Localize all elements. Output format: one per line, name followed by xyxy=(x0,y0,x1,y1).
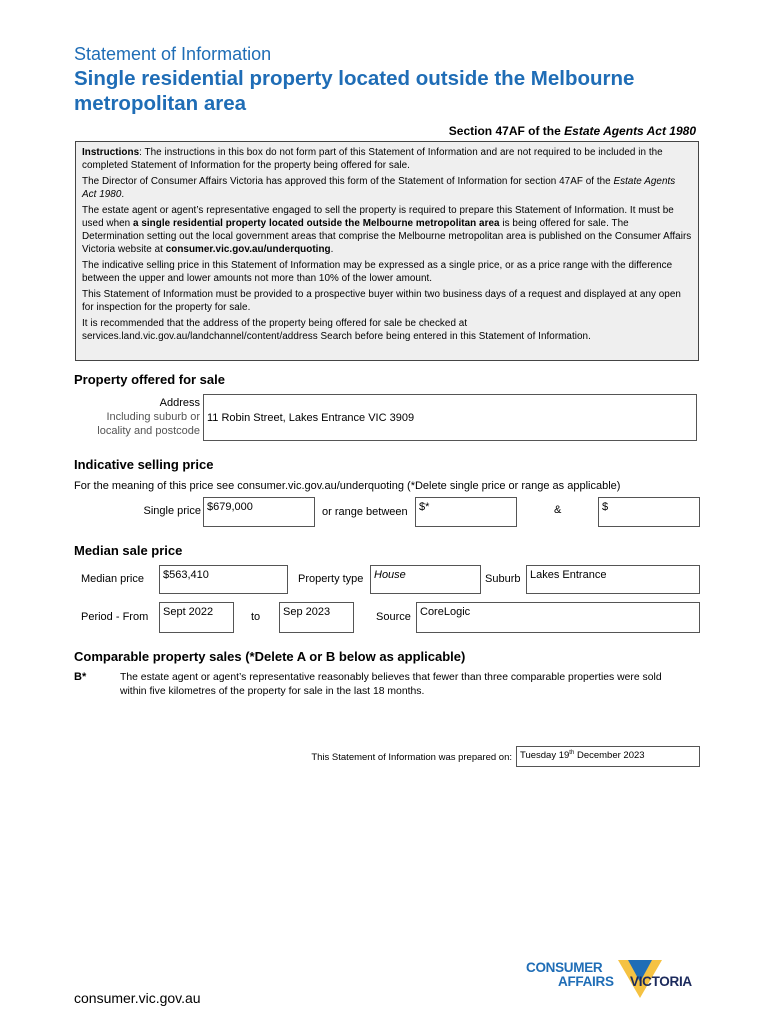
page-title: Single residential property located outside the Melbourne metropolitan area xyxy=(74,67,635,115)
instructions-p3-text2: is being offered for sale. The Determination setting out the local government areas that comprise the Melbourne metropolitan area is published on the Consumer Affairs Victoria website at xyxy=(82,218,692,256)
range-high-field[interactable]: $ xyxy=(598,497,700,527)
instructions-p3 xyxy=(82,204,692,257)
selling-price-heading: Indicative selling price xyxy=(74,457,214,472)
prepared-date-field[interactable] xyxy=(516,746,700,767)
selling-price-note: For the meaning of this price see consumer.vic.gov.au/underquoting (*Delete single price or range as applicable) xyxy=(74,480,621,492)
consumer-affairs-victoria-logo xyxy=(524,958,704,1004)
instructions-p3-text: The estate agent or agent’s representative engaged to sell the property is required to prepare this Statement of Information. It must be used when xyxy=(82,204,674,230)
underquoting-link[interactable]: consumer.vic.gov.au/underquoting xyxy=(165,244,331,256)
section-prefix: Section 47AF of the xyxy=(448,124,565,138)
prepared-date-prefix: Tuesday 19 xyxy=(520,750,570,762)
address-label-line2: Including suburb or xyxy=(106,411,200,423)
range-and-label: & xyxy=(554,504,562,516)
property-type-label: Property type xyxy=(298,573,364,585)
section-reference xyxy=(449,124,696,138)
period-to-field[interactable]: Sep 2023 xyxy=(279,602,354,633)
instructions-p2 xyxy=(82,175,692,201)
suburb-label: Suburb xyxy=(485,573,521,585)
instructions-p4: The indicative selling price in this Statement of Information may be expressed as a single price, or as a price range with the difference between the upper and lower amounts not more than 10% of the lower amount. xyxy=(82,260,673,285)
footer-url[interactable]: consumer.vic.gov.au xyxy=(74,990,201,1006)
address-label-line3: locality and postcode xyxy=(97,425,200,437)
instructions-box xyxy=(75,141,699,361)
instructions-p6: It is recommended that the address of the property being offered for sale be checked at services.land.vic.gov.au/landchannel/content/address Search before being entered in this Statement of Information. xyxy=(82,317,591,343)
instructions-p2-act: Estate Agents Act 1980 xyxy=(82,175,676,201)
logo-text-consumer: CONSUMER xyxy=(526,960,603,975)
prepared-date-sup: th xyxy=(569,750,575,756)
instructions-p3-end: . xyxy=(330,244,334,256)
form-eyebrow: Statement of Information xyxy=(74,44,272,64)
comparable-option-label: B* xyxy=(74,671,87,683)
range-label: or range between xyxy=(322,506,408,518)
range-low-field[interactable]: $* xyxy=(415,497,517,527)
instructions-p3-bold: a single residential property located outside the Melbourne metropolitan area xyxy=(133,218,500,230)
instructions-p2-end: . xyxy=(121,189,125,201)
comparable-heading: Comparable property sales (*Delete A or B below as applicable) xyxy=(74,649,466,664)
address-field[interactable]: 11 Robin Street, Lakes Entrance VIC 3909 xyxy=(203,394,697,441)
source-label: Source xyxy=(376,611,411,623)
instructions-p1 xyxy=(82,146,692,172)
source-field[interactable]: CoreLogic xyxy=(416,602,700,633)
period-from-label: Period - From xyxy=(81,611,149,623)
median-price-field[interactable]: $563,410 xyxy=(159,565,288,594)
median-heading: Median sale price xyxy=(74,543,183,558)
property-type-field[interactable]: House xyxy=(370,565,481,594)
suburb-field[interactable]: Lakes Entrance xyxy=(526,565,700,594)
instructions-p5: This Statement of Information must be provided to a prospective buyer within two business days of a request and displayed at any open for inspection for the property for sale. xyxy=(82,289,681,314)
single-price-label: Single price xyxy=(143,505,201,517)
prepared-label: This Statement of Information was prepared on: xyxy=(311,752,512,763)
logo-text-victoria: VICTORIA xyxy=(630,974,692,989)
instructions-p1-text: : The instructions in this box do not form part of this Statement of Information and are not required to be included in the completed Statement of Information for the property being offered for sale. xyxy=(82,147,663,172)
period-from-field[interactable]: Sept 2022 xyxy=(159,602,234,633)
median-price-label: Median price xyxy=(81,573,144,585)
single-price-field[interactable]: $679,000 xyxy=(203,497,315,527)
instructions-p2-text: The Director of Consumer Affairs Victoria has approved this form of the Statement of Information for section 47AF of the xyxy=(82,175,614,187)
instructions-label: Instructions xyxy=(82,147,140,158)
address-label-line1: Address xyxy=(159,397,200,409)
period-to-label: to xyxy=(251,611,261,623)
section-act: Estate Agents Act 1980 xyxy=(564,124,696,138)
logo-text-affairs: AFFAIRS xyxy=(558,974,614,989)
prepared-date-suffix: December 2023 xyxy=(574,750,645,762)
comparable-option-text: The estate agent or agent’s representative reasonably believes that fewer than three comparable properties were sold within five kilometres of the property for sale in the last 18 months. xyxy=(120,672,662,697)
property-heading: Property offered for sale xyxy=(74,372,225,387)
